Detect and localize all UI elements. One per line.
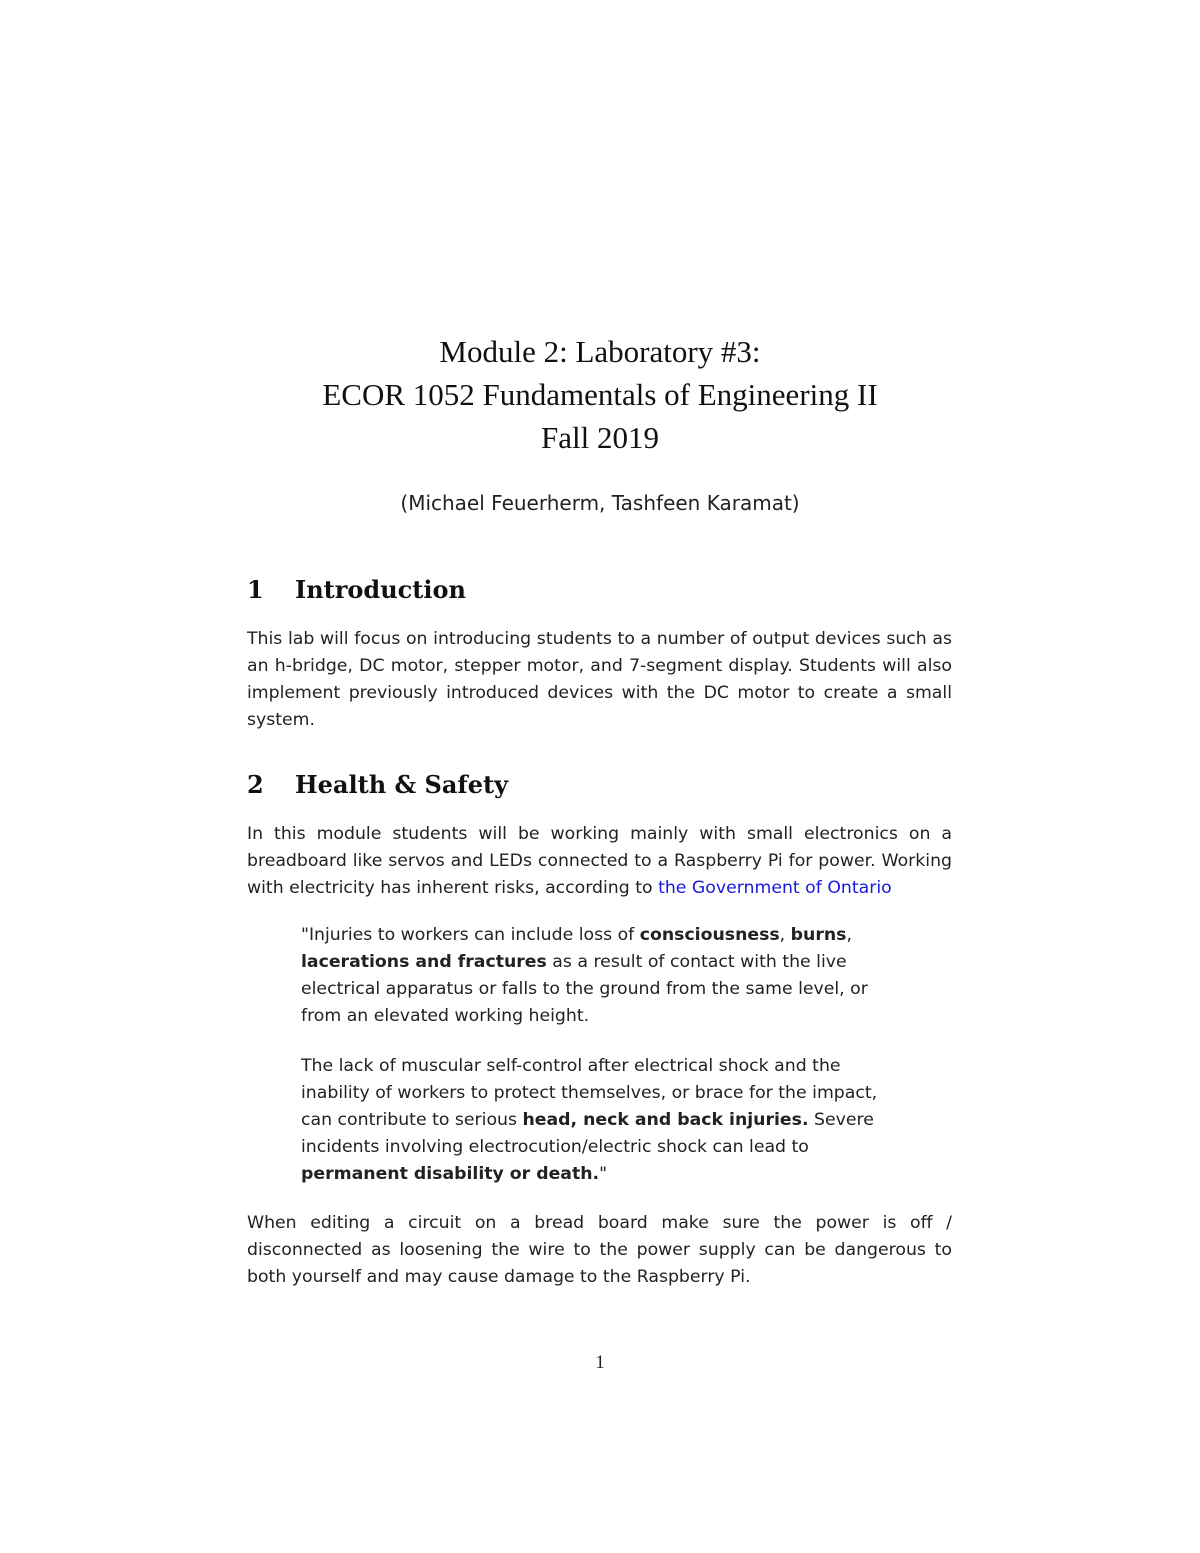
section-health-safety	[247, 770, 952, 1291]
title-line-3: Fall 2019	[541, 420, 659, 455]
paragraph: When editing a circuit on a bread board make sure the power is off / disconnected as loosening the wire to the power supply can be dangerous to both yourself and may cause damage to the Raspberry Pi.	[247, 1213, 952, 1287]
title-block	[0, 330, 1200, 517]
government-of-ontario-link[interactable]: the Government of Ontario	[658, 878, 892, 898]
quote-paragraph-2	[301, 1053, 898, 1188]
section-number: 2	[247, 770, 264, 799]
section-number: 1	[247, 575, 264, 604]
quote-text: The lack of muscular self-control after electrical shock and the inability of workers to protect themselves, or brace for the impact, can contribute to serious	[301, 1056, 878, 1130]
paragraph-text: In this module students will be working mainly with small electronics on a breadboard like servos and LEDs connected to a Raspberry Pi for power. Working with electricity has inherent risks, according to	[247, 824, 952, 898]
quote-emphasis: head, neck and back injuries.	[522, 1110, 809, 1130]
quote-paragraph-1	[301, 922, 898, 1030]
section-title: Health & Safety	[295, 770, 509, 799]
quote-text: Severe incidents involving electrocution/electric shock can lead to	[301, 1110, 874, 1157]
quote-text: as a result of contact with the live electrical apparatus or falls to the ground from the same level, or from an elevated working height.	[301, 952, 868, 1026]
authors: (Michael Feuerherm, Tashfeen Karamat)	[400, 491, 800, 515]
section-heading	[247, 575, 952, 605]
quote-text: ,	[846, 925, 852, 945]
title-line-2: ECOR 1052 Fundamentals of Engineering II	[322, 377, 878, 412]
blockquote	[301, 922, 898, 1188]
quote-text: ,	[779, 925, 791, 945]
quote-emphasis: permanent disability or death.	[301, 1164, 600, 1184]
section-introduction	[247, 575, 952, 734]
quote-emphasis: consciousness	[639, 925, 780, 945]
title-line-1: Module 2: Laboratory #3:	[439, 334, 761, 369]
section-heading	[247, 770, 952, 800]
quote-emphasis: lacerations and fractures	[301, 952, 547, 972]
quote-text: "	[599, 1164, 608, 1184]
quote-emphasis: burns	[790, 925, 847, 945]
quote-text: "Injuries to workers can include loss of	[301, 925, 640, 945]
page-number: 1	[595, 1352, 605, 1373]
section-title: Introduction	[295, 575, 466, 604]
paragraph: This lab will focus on introducing students to a number of output devices such as an h-bridge, DC motor, stepper motor, and 7-segment display. Students will also implement previously introduced devices with the DC motor to create a small system.	[247, 629, 952, 730]
paragraph	[247, 821, 952, 902]
